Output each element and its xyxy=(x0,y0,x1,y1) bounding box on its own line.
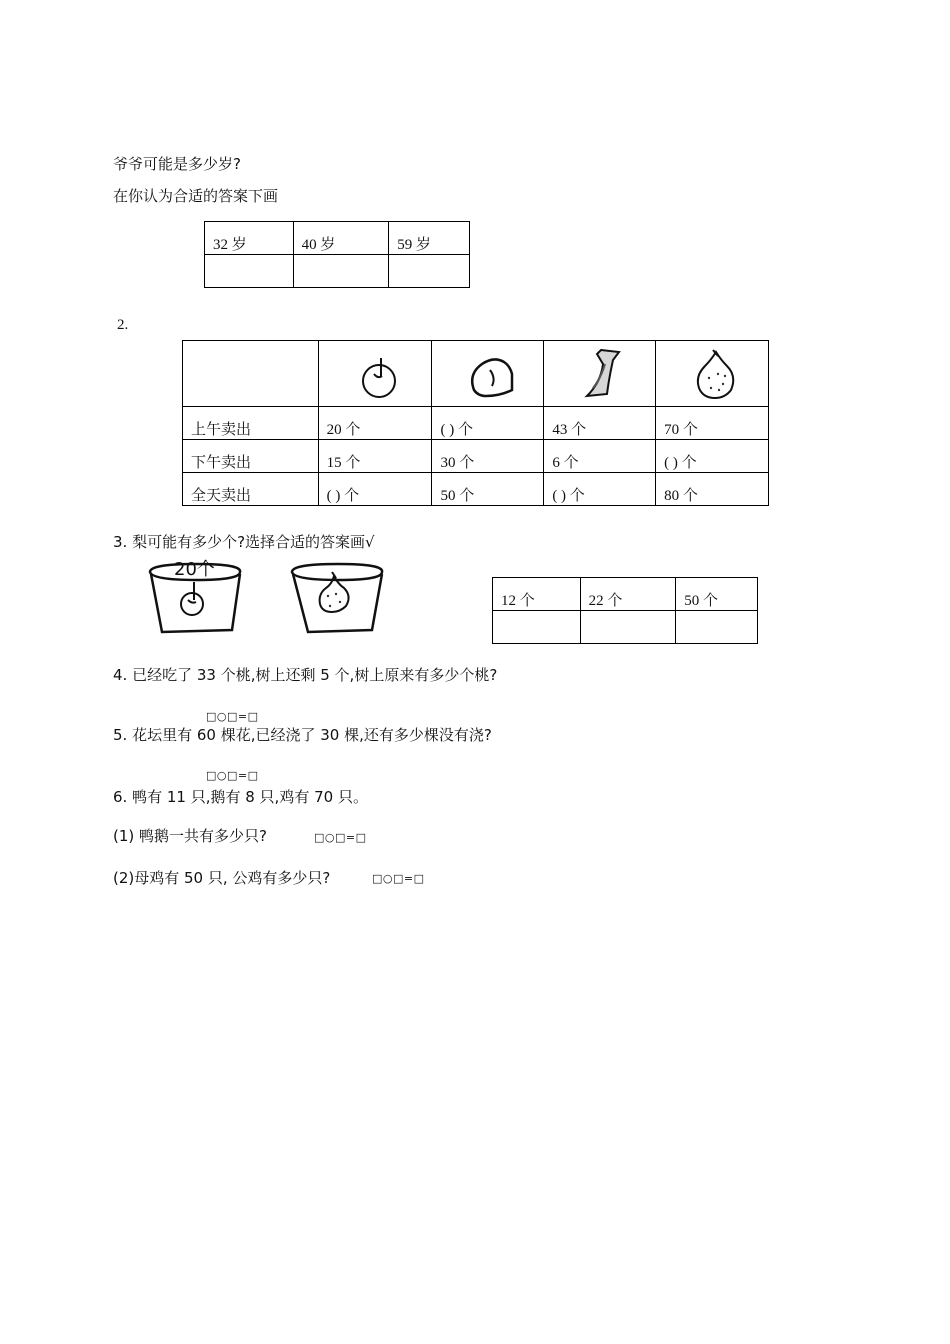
q3-answer-cell[interactable] xyxy=(676,611,758,644)
q1-answer-table xyxy=(204,221,470,288)
q3-option: 50 个 xyxy=(676,578,758,611)
q2-row-label: 全天卖出 xyxy=(183,473,319,506)
q2-fruit-cell xyxy=(656,341,769,407)
q2-number: 2. xyxy=(117,317,129,333)
q3-text: 3. 梨可能有多少个?选择合适的答案画√ xyxy=(113,533,375,551)
q2-cell: 70 个 xyxy=(656,407,769,440)
q3-option: 12 个 xyxy=(493,578,581,611)
q3-option: 22 个 xyxy=(580,578,676,611)
q4-text: 4. 已经吃了 33 个桃,树上还剩 5 个,树上原来有多少个桃? xyxy=(113,666,498,684)
q1-option: 32 岁 xyxy=(205,222,294,255)
q3-answer-cell[interactable] xyxy=(580,611,676,644)
q2-cell: 6 个 xyxy=(544,440,656,473)
banana-icon xyxy=(579,346,629,402)
q2-header-blank xyxy=(183,341,319,407)
q2-fruit-cell xyxy=(318,341,432,407)
q1-question: 爷爷可能是多少岁? xyxy=(113,155,241,173)
q6-sub1-equation[interactable]: □○□=□ xyxy=(314,831,367,844)
q2-cell-blank[interactable]: ( ) 个 xyxy=(656,440,769,473)
q4-equation[interactable]: □○□=□ xyxy=(206,710,259,723)
q3-answer-table xyxy=(492,577,758,644)
q6-sub1: (1) 鸭鹅一共有多少只? xyxy=(113,827,267,845)
q1-answer-cell[interactable] xyxy=(293,255,389,288)
q5-equation[interactable]: □○□=□ xyxy=(206,769,259,782)
basket-with-pear xyxy=(288,562,388,638)
q1-answer-cell[interactable] xyxy=(389,255,470,288)
pear-icon xyxy=(691,346,741,402)
q6-sub2-equation[interactable]: □○□=□ xyxy=(372,872,425,885)
q6-sub2: (2)母鸡有 50 只, 公鸡有多少只? xyxy=(113,869,331,887)
q2-fruit-cell xyxy=(544,341,656,407)
q1-option: 59 岁 xyxy=(389,222,470,255)
q2-cell-blank[interactable]: ( ) 个 xyxy=(432,407,544,440)
q2-cell: 15 个 xyxy=(318,440,432,473)
q2-cell: 80 个 xyxy=(656,473,769,506)
q2-cell: 30 个 xyxy=(432,440,544,473)
apple-icon xyxy=(354,352,404,402)
q2-row-label: 下午卖出 xyxy=(183,440,319,473)
q3-answer-cell[interactable] xyxy=(493,611,581,644)
q5-text: 5. 花坛里有 60 棵花,已经浇了 30 棵,还有多少棵没有浇? xyxy=(113,726,492,744)
q2-cell-blank[interactable]: ( ) 个 xyxy=(544,473,656,506)
q2-cell: 20 个 xyxy=(318,407,432,440)
peach-icon xyxy=(464,352,520,402)
basket-label: 20个 xyxy=(174,559,215,580)
q2-cell: 43 个 xyxy=(544,407,656,440)
q1-answer-cell[interactable] xyxy=(205,255,294,288)
q2-fruit-table xyxy=(182,340,769,506)
basket-pear-icon xyxy=(288,562,388,634)
q2-cell: 50 个 xyxy=(432,473,544,506)
q1-option: 40 岁 xyxy=(293,222,389,255)
q1-instruction: 在你认为合适的答案下画 xyxy=(113,187,279,205)
q2-row-label: 上午卖出 xyxy=(183,407,319,440)
q2-cell-blank[interactable]: ( ) 个 xyxy=(318,473,432,506)
q2-fruit-cell xyxy=(432,341,544,407)
q6-text: 6. 鸭有 11 只,鹅有 8 只,鸡有 70 只。 xyxy=(113,788,368,806)
